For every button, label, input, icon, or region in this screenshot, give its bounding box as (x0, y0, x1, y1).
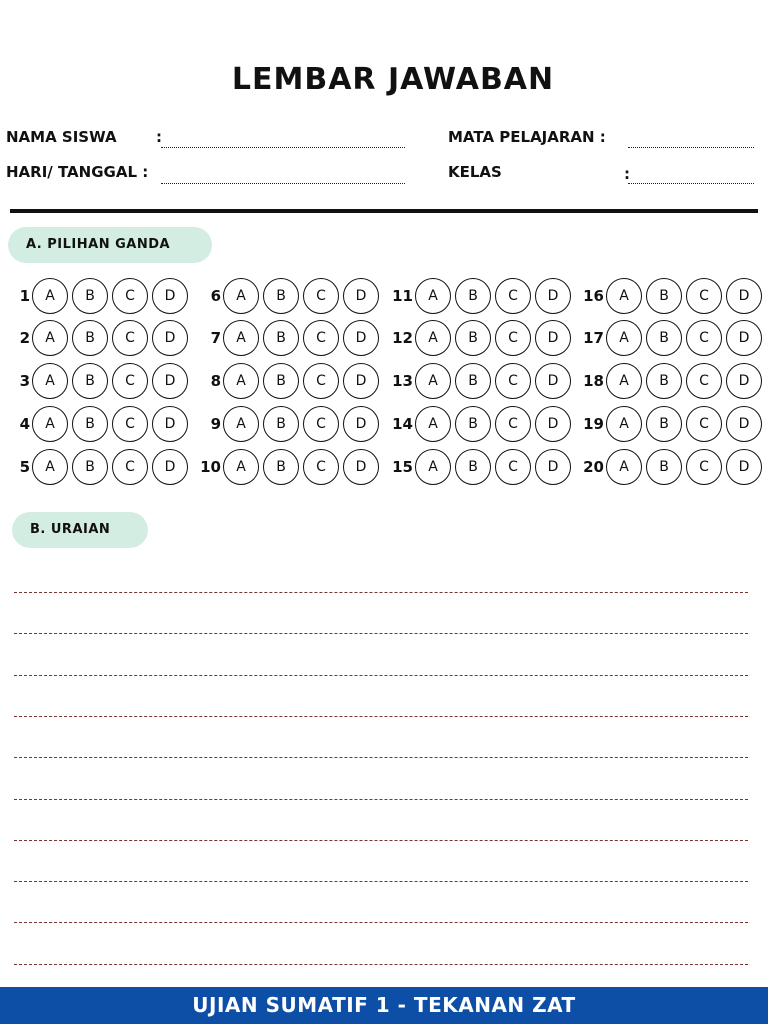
answer-line[interactable] (14, 922, 748, 923)
answer-bubble-c[interactable]: C (303, 363, 339, 399)
question-number: 20 (583, 458, 604, 476)
answer-bubble-b[interactable]: B (263, 449, 299, 485)
answer-bubble-a[interactable]: A (606, 320, 642, 356)
answer-bubble-d[interactable]: D (152, 320, 188, 356)
answer-bubble-c[interactable]: C (495, 278, 531, 314)
nama-siswa-label: NAMA SISWA (6, 128, 117, 146)
answer-bubble-a[interactable]: A (223, 406, 259, 442)
answer-bubble-c[interactable]: C (495, 320, 531, 356)
answer-bubble-c[interactable]: C (112, 363, 148, 399)
question-number: 5 (19, 458, 30, 476)
answer-bubble-a[interactable]: A (415, 406, 451, 442)
question-number: 2 (19, 329, 30, 347)
answer-bubble-b[interactable]: B (646, 363, 682, 399)
question-number: 3 (19, 372, 30, 390)
answer-bubble-d[interactable]: D (535, 406, 571, 442)
answer-bubble-c[interactable]: C (303, 449, 339, 485)
answer-bubble-b[interactable]: B (72, 406, 108, 442)
answer-line[interactable] (14, 716, 748, 717)
nama-siswa-colon: : (156, 128, 162, 146)
answer-bubble-b[interactable]: B (455, 449, 491, 485)
answer-line[interactable] (14, 840, 748, 841)
answer-bubble-c[interactable]: C (495, 449, 531, 485)
answer-bubble-b[interactable]: B (72, 363, 108, 399)
question-number: 19 (583, 415, 604, 433)
answer-bubble-d[interactable]: D (152, 278, 188, 314)
kelas-label: KELAS (448, 163, 502, 181)
answer-bubble-b[interactable]: B (646, 320, 682, 356)
answer-bubble-b[interactable]: B (646, 449, 682, 485)
answer-bubble-b[interactable]: B (646, 278, 682, 314)
answer-bubble-d[interactable]: D (726, 449, 762, 485)
answer-bubble-b[interactable]: B (72, 320, 108, 356)
answer-bubble-a[interactable]: A (415, 363, 451, 399)
answer-bubble-d[interactable]: D (343, 406, 379, 442)
question-number: 12 (392, 329, 413, 347)
answer-bubble-c[interactable]: C (686, 406, 722, 442)
section-a-label: A. PILIHAN GANDA (8, 227, 212, 263)
answer-bubble-d[interactable]: D (726, 363, 762, 399)
page-title: LEMBAR JAWABAN (231, 62, 555, 97)
answer-line[interactable] (14, 757, 748, 758)
kelas-colon: : (624, 165, 630, 183)
footer-banner: UJIAN SUMATIF 1 - TEKANAN ZAT (0, 987, 768, 1024)
answer-line[interactable] (14, 633, 748, 634)
answer-bubble-c[interactable]: C (112, 406, 148, 442)
answer-line[interactable] (14, 592, 748, 593)
answer-bubble-b[interactable]: B (455, 406, 491, 442)
question-number: 6 (210, 287, 221, 305)
answer-bubble-c[interactable]: C (686, 320, 722, 356)
question-number: 16 (583, 287, 604, 305)
answer-bubble-a[interactable]: A (415, 320, 451, 356)
answer-bubble-a[interactable]: A (32, 406, 68, 442)
answer-bubble-a[interactable]: A (32, 320, 68, 356)
answer-bubble-c[interactable]: C (112, 449, 148, 485)
section-b-label: B. URAIAN (12, 512, 148, 548)
answer-bubble-d[interactable]: D (535, 278, 571, 314)
answer-bubble-a[interactable]: A (32, 449, 68, 485)
answer-bubble-c[interactable]: C (303, 278, 339, 314)
answer-bubble-a[interactable]: A (223, 278, 259, 314)
answer-bubble-b[interactable]: B (455, 320, 491, 356)
answer-bubble-d[interactable]: D (152, 363, 188, 399)
answer-bubble-a[interactable]: A (223, 320, 259, 356)
question-number: 7 (210, 329, 221, 347)
answer-bubble-d[interactable]: D (726, 320, 762, 356)
answer-bubble-a[interactable]: A (606, 449, 642, 485)
answer-bubble-a[interactable]: A (415, 449, 451, 485)
question-number: 14 (392, 415, 413, 433)
answer-bubble-b[interactable]: B (263, 363, 299, 399)
answer-bubble-d[interactable]: D (343, 278, 379, 314)
answer-bubble-b[interactable]: B (72, 449, 108, 485)
answer-bubble-a[interactable]: A (223, 449, 259, 485)
mata-pelajaran-label: MATA PELAJARAN : (448, 128, 606, 146)
answer-bubble-a[interactable]: A (32, 363, 68, 399)
answer-line[interactable] (14, 881, 748, 882)
header-divider (10, 209, 758, 213)
answer-line[interactable] (14, 675, 748, 676)
answer-bubble-b[interactable]: B (72, 278, 108, 314)
answer-bubble-b[interactable]: B (455, 278, 491, 314)
question-number: 10 (200, 458, 221, 476)
answer-bubble-c[interactable]: C (112, 320, 148, 356)
question-number: 18 (583, 372, 604, 390)
answer-bubble-d[interactable]: D (726, 406, 762, 442)
answer-bubble-c[interactable]: C (495, 363, 531, 399)
question-number: 1 (19, 287, 30, 305)
mata-pelajaran-line[interactable] (628, 147, 754, 148)
answer-bubble-d[interactable]: D (535, 320, 571, 356)
nama-siswa-line[interactable] (161, 147, 405, 148)
answer-bubble-b[interactable]: B (263, 320, 299, 356)
answer-bubble-a[interactable]: A (223, 363, 259, 399)
answer-bubble-b[interactable]: B (646, 406, 682, 442)
question-number: 8 (210, 372, 221, 390)
answer-bubble-c[interactable]: C (686, 363, 722, 399)
answer-bubble-a[interactable]: A (606, 363, 642, 399)
question-number: 11 (392, 287, 413, 305)
answer-bubble-b[interactable]: B (263, 406, 299, 442)
answer-bubble-a[interactable]: A (606, 406, 642, 442)
answer-line[interactable] (14, 799, 748, 800)
answer-bubble-c[interactable]: C (686, 449, 722, 485)
answer-bubble-a[interactable]: A (32, 278, 68, 314)
answer-bubble-b[interactable]: B (455, 363, 491, 399)
answer-bubble-d[interactable]: D (343, 363, 379, 399)
question-number: 9 (210, 415, 221, 433)
question-number: 4 (19, 415, 30, 433)
answer-bubble-c[interactable]: C (686, 278, 722, 314)
answer-bubble-d[interactable]: D (535, 449, 571, 485)
answer-bubble-b[interactable]: B (263, 278, 299, 314)
answer-bubble-c[interactable]: C (495, 406, 531, 442)
answer-bubble-d[interactable]: D (343, 449, 379, 485)
question-number: 15 (392, 458, 413, 476)
answer-bubble-d[interactable]: D (726, 278, 762, 314)
hari-tanggal-label: HARI/ TANGGAL : (6, 163, 149, 181)
answer-bubble-c[interactable]: C (112, 278, 148, 314)
answer-bubble-c[interactable]: C (303, 406, 339, 442)
answer-bubble-a[interactable]: A (606, 278, 642, 314)
question-number: 13 (392, 372, 413, 390)
kelas-line[interactable] (628, 183, 754, 184)
hari-tanggal-line[interactable] (161, 183, 405, 184)
answer-line[interactable] (14, 964, 748, 965)
answer-bubble-a[interactable]: A (415, 278, 451, 314)
answer-bubble-c[interactable]: C (303, 320, 339, 356)
answer-bubble-d[interactable]: D (535, 363, 571, 399)
answer-bubble-d[interactable]: D (152, 449, 188, 485)
question-number: 17 (583, 329, 604, 347)
answer-bubble-d[interactable]: D (343, 320, 379, 356)
answer-bubble-d[interactable]: D (152, 406, 188, 442)
